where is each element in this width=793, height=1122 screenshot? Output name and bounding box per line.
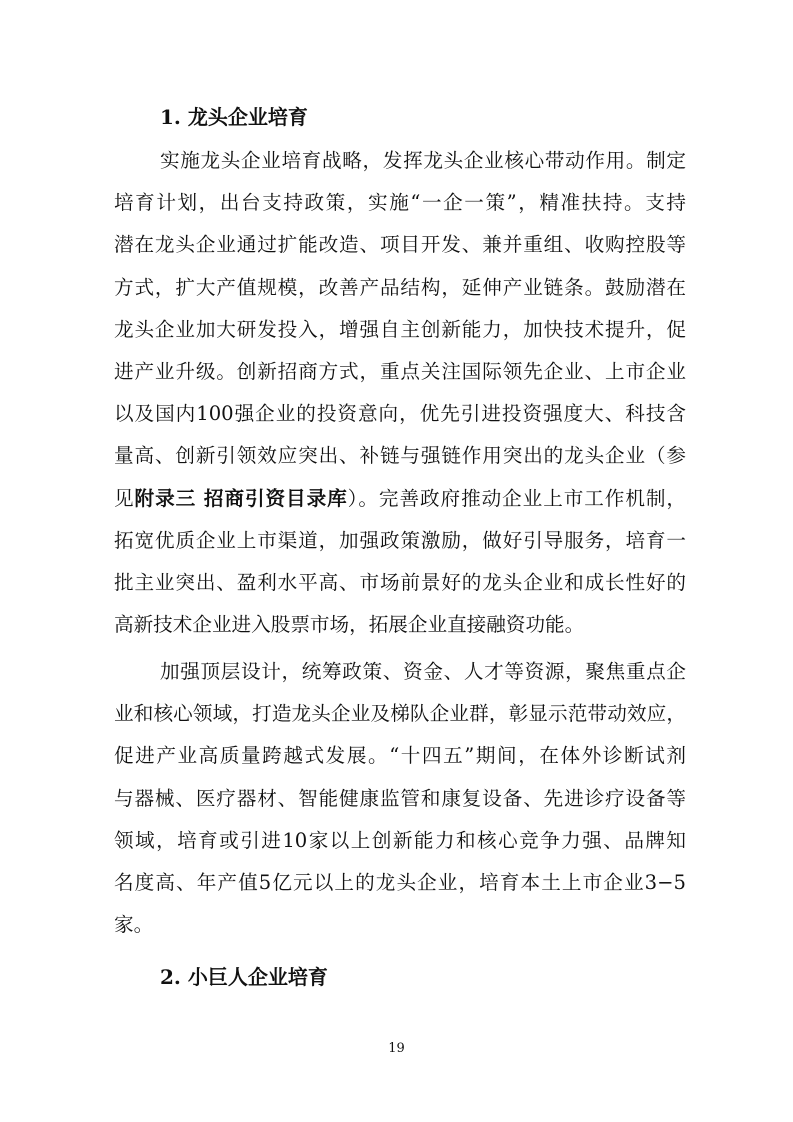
text-line: 以及国内100强企业的投资意向，优先引进投资强度大、科技含 [114, 402, 686, 426]
text-line: 实施龙头企业培育战略，发挥龙头企业核心带动作用。制定 [160, 149, 686, 172]
text-line: 培育计划，出台支持政策，实施“一企一策”，精准扶持。支持 [114, 191, 686, 215]
text-line-with-appendix-reference [114, 478, 686, 520]
text-line: 业和核心领域，打造龙头企业及梯队企业群，彰显示范带动效应， [114, 702, 686, 726]
page-number: 19 [388, 1041, 405, 1056]
text-segment: 见 [114, 486, 135, 510]
text-line: 龙头企业加大研发投入，增强自主创新能力，加快技术提升，促 [114, 317, 686, 341]
text-line: 批主业突出、盈利水平高、市场前景好的龙头企业和成长性好的 [114, 570, 686, 594]
text-line: 家。 [114, 913, 154, 937]
text-line: 潜在龙头企业通过扩能改造、项目开发、兼并重组、收购控股等 [114, 233, 686, 257]
text-line: 领域，培育或引进10家以上创新能力和核心竞争力强、品牌知 [114, 828, 686, 852]
section-heading-little-giant-enterprises: 2. 小巨人企业培育 [160, 965, 328, 989]
text-line: 进产业升级。创新招商方式，重点关注国际领先企业、上市企业 [114, 359, 686, 383]
text-line: 高新技术企业进入股票市场，拓展企业直接融资功能。 [114, 613, 585, 637]
section-heading-leading-enterprises: 1. 龙头企业培育 [160, 105, 308, 129]
paragraph-top-level-design [114, 651, 686, 946]
text-line: 量高、创新引领效应突出、补链与强链作用突出的龙头企业（参 [114, 444, 686, 468]
text-line: 方式，扩大产值规模，改善产品结构，延伸产业链条。鼓励潜在 [114, 275, 686, 299]
appendix-reference: 附录三 招商引资目录库 [134, 486, 348, 510]
text-segment: ）。完善政府推动企业上市工作机制， [347, 486, 687, 510]
text-line: 名度高、年产值5亿元以上的龙头企业，培育本土上市企业3−5 [114, 870, 686, 894]
paragraph-leading-enterprise-strategy [114, 140, 686, 646]
text-line: 与器械、医疗器材、智能健康监管和康复设备、先进诊疗设备等 [114, 786, 686, 810]
text-line: 拓宽优质企业上市渠道，加强政策激励，做好引导服务，培育一 [114, 528, 686, 552]
text-line: 促进产业高质量跨越式发展。“十四五”期间，在体外诊断试剂 [114, 744, 686, 768]
text-line: 加强顶层设计，统筹政策、资金、人才等资源，聚焦重点企 [160, 660, 686, 683]
